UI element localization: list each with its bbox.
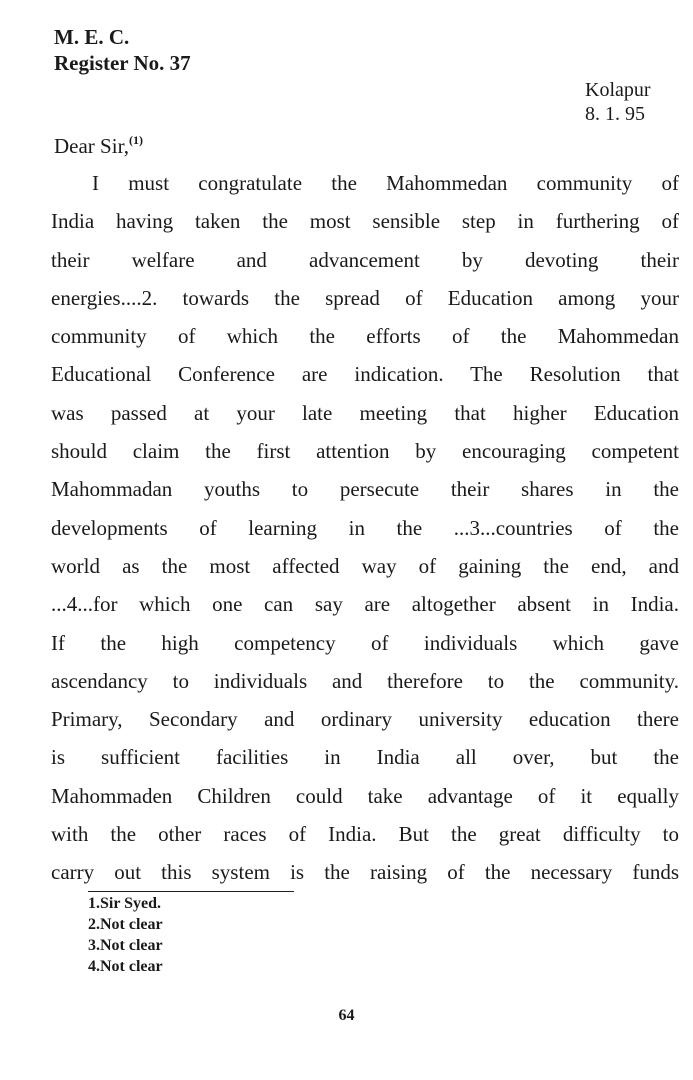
body-line: world as the most affected way of gaining the end, and [51, 553, 679, 578]
footnotes [88, 893, 163, 977]
body-line: ...4...for which one can say are altogether absent in India. [51, 592, 679, 617]
body-line: carry out this system is the raising of the necessary funds [51, 860, 679, 885]
letter-date: 8. 1. 95 [585, 103, 645, 125]
letter-body [51, 167, 679, 895]
body-line: Educational Conference are indication. The Resolution that [51, 362, 679, 387]
body-line: energies....2. towards the spread of Education among your [51, 285, 679, 310]
dateline [585, 78, 651, 126]
footnote-item: 1.Sir Syed. [88, 895, 162, 912]
footnote-divider [88, 891, 294, 892]
body-line: India having taken the most sensible step in furthering of [51, 209, 679, 234]
body-line: their welfare and advancement by devoting their [51, 247, 679, 272]
salutation-text: Dear Sir, [54, 134, 129, 158]
organization-name: M. E. C. [54, 25, 130, 49]
body-line: If the high competency of individuals which gave [51, 630, 679, 655]
body-line: with the other races of India. But the great difficulty to [51, 822, 679, 847]
body-line: should claim the first attention by encouraging competent [51, 439, 679, 464]
body-line: is sufficient facilities in India all over, but the [51, 745, 679, 770]
letter-header [54, 24, 191, 76]
body-line: developments of learning in the ...3...countries of the [51, 515, 679, 540]
body-line: Mahommadan youths to persecute their shares in the [51, 477, 679, 502]
footnote-reference: (1) [128, 133, 143, 147]
register-number: Register No. 37 [54, 51, 191, 75]
footnote-item: 2.Not clear [88, 916, 163, 933]
body-line: Primary, Secondary and ordinary university education there [51, 707, 679, 732]
body-line: was passed at your late meeting that higher Education [51, 400, 679, 425]
footnote-item: 3.Not clear [88, 937, 163, 954]
page-number: 64 [338, 1007, 355, 1024]
body-line: community of which the efforts of the Mahommedan [51, 324, 679, 349]
salutation [54, 127, 143, 159]
body-line: Mahommaden Children could take advantage of it equally [51, 783, 679, 808]
footnote-item: 4.Not clear [88, 958, 163, 975]
body-line: I must congratulate the Mahommedan community of [92, 171, 679, 195]
body-line: ascendancy to individuals and therefore to the community. [51, 668, 679, 693]
place-name: Kolapur [585, 79, 651, 101]
